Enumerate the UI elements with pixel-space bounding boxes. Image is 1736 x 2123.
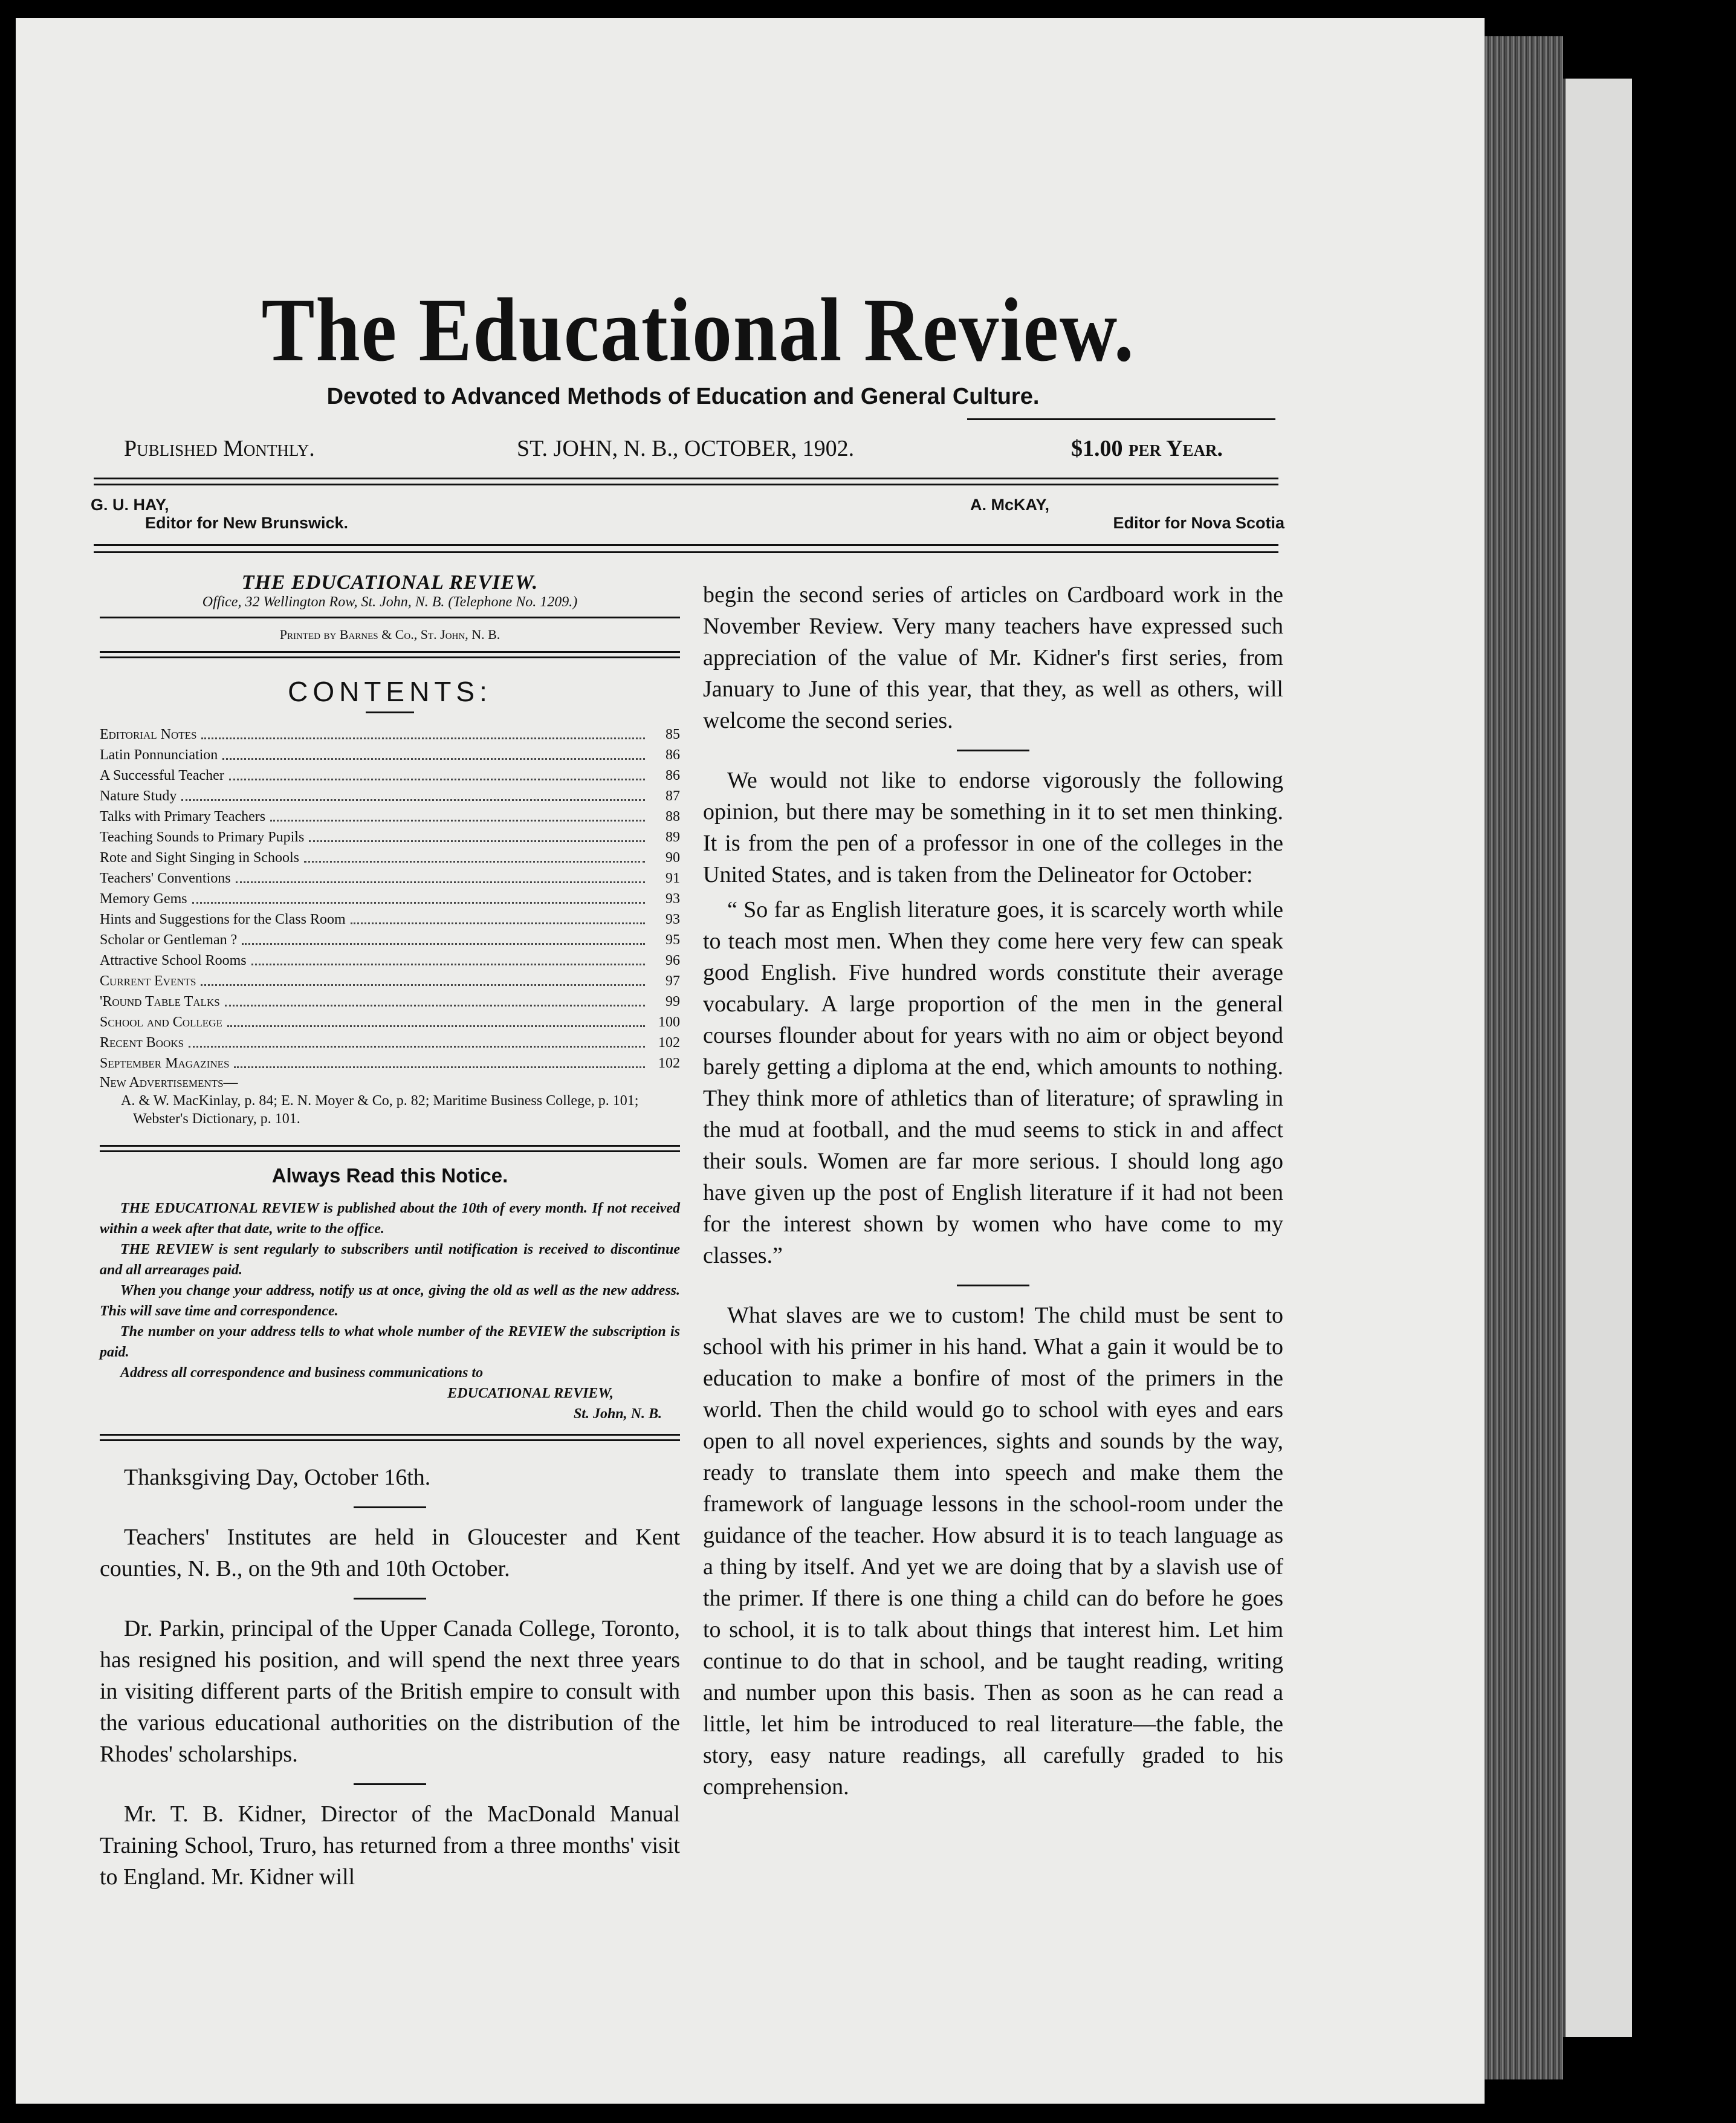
separator [957, 750, 1029, 751]
toc-item[interactable]: Rote and Sight Singing in Schools 90 [100, 848, 680, 868]
printed-by: Printed by Barnes & Co., St. John, N. B. [279, 627, 500, 642]
separator [354, 1598, 426, 1600]
editor-right-name: A. McKAY, [970, 496, 1050, 514]
toc-item[interactable]: Editorial Notes 85 [100, 724, 680, 745]
toc-item[interactable]: Teachers' Conventions 91 [100, 868, 680, 889]
notice-sig1: EDUCATIONAL REVIEW, [447, 1386, 614, 1401]
toc-item[interactable]: Nature Study 87 [100, 786, 680, 806]
office-address: Office, 32 Wellington Row, St. John, N. B. (Telephone No. 1209.) [202, 594, 578, 610]
new-ads-label: New Advertisements— [100, 1075, 238, 1091]
kidner-continued: begin the second series of articles on Cardboard work in the November Review. Very many teachers have expressed such appreciation of the value of Mr. Kidner's first series, from January to June of this year, that they, as well as others, will welcome the second series. [703, 582, 1283, 733]
page-stack-edge [1485, 36, 1563, 2079]
toc-item[interactable]: School and College 100 [100, 1012, 680, 1032]
separator [354, 1783, 426, 1785]
toc-item[interactable]: Attractive School Rooms 96 [100, 950, 680, 971]
rule-header-2 [94, 484, 1278, 485]
toc-item[interactable]: September Magazines 102 [100, 1053, 680, 1074]
rule-editors-2 [94, 551, 1278, 553]
toc-item[interactable]: Talks with Primary Teachers 88 [100, 806, 680, 827]
notice-p3: When you change your address, notify us at once, giving the old as well as the new address. This will save time and correspondence. [100, 1283, 680, 1319]
toc-item[interactable]: Hints and Suggestions for the Class Room 93 [100, 909, 680, 930]
notice-sig2: St. John, N. B. [573, 1406, 662, 1422]
new-ads-text: A. & W. MacKinlay, p. 84; E. N. Moyer & Co, p. 82; Maritime Business College, p. 101; Webster's Dictionary, p. 101. [121, 1093, 639, 1127]
office-box-title: THE EDUCATIONAL REVIEW. [241, 571, 539, 594]
place-date: ST. JOHN, N. B., OCTOBER, 1902. [517, 436, 855, 461]
toc-item[interactable]: Teaching Sounds to Primary Pupils 89 [100, 827, 680, 848]
separator [354, 1506, 426, 1508]
toc-item[interactable]: Current Events 97 [100, 971, 680, 991]
published-monthly: Published Monthly. [124, 436, 315, 461]
notice-p2: THE REVIEW is sent regularly to subscribers until notification is received to discontinue and all arrearages paid. [100, 1242, 680, 1278]
next-page-edge [1563, 79, 1632, 2037]
price: $1.00 per Year. [1071, 436, 1223, 461]
toc-item[interactable]: 'Round Table Talks 99 [100, 991, 680, 1012]
opinion-intro: We would not like to endorse vigorously the following opinion, but there may be something in it to set men thinking. It is from the pen of a professor in one of the colleges in the United States, and is taken from the Delineator for October: [703, 768, 1283, 887]
kidner-note: Mr. T. B. Kidner, Director of the MacDonald Manual Training School, Truro, has returned from a three months' visit to England. Mr. Kidner will [100, 1801, 680, 1890]
editor-right [970, 496, 1284, 532]
contents-rule [366, 711, 414, 713]
editor-right-role: Editor for Nova Scotia [1113, 514, 1284, 532]
thanksgiving-note: Thanksgiving Day, October 16th. [124, 1465, 431, 1490]
rule-printed-2 [100, 656, 680, 658]
editor-left-role: Editor for New Brunswick. [145, 514, 349, 532]
rule-editors-1 [94, 544, 1278, 546]
rule-office [100, 617, 680, 618]
toc-item[interactable]: Scholar or Gentleman ? 95 [100, 930, 680, 950]
notice-body [100, 1198, 680, 1424]
rule-notice-1 [100, 1145, 680, 1147]
toc-item[interactable]: Memory Gems 93 [100, 889, 680, 909]
professor-quote: “ So far as English literature goes, it is scarcely worth while to teach most men. When they come here very few can speak good English. Five hundred words constitute their average vocabulary. A large proportion of the men in the general courses flounder about for years with no aim or object beyond barely getting a diploma at the end, which amounts to nothing. They think more of athletics than of literature; of sprawling in the mud at football, and the mud seems to stick in and affect their souls. Women are far more serious. I should long ago have given up the post of English literature if it had not been for the interest shown by women who have come to my classes.” [703, 897, 1283, 1268]
toc-item[interactable]: Recent Books 102 [100, 1032, 680, 1053]
rule-subtitle [967, 418, 1275, 420]
notice-p5: Address all correspondence and business communications to [120, 1365, 484, 1381]
contents-list [100, 724, 680, 1128]
rule-articles-1 [100, 1434, 680, 1436]
toc-item[interactable]: A Successful Teacher 86 [100, 765, 680, 786]
parkin-note: Dr. Parkin, principal of the Upper Canada College, Toronto, has resigned his position, and will spend the next three years in visiting different parts of the British empire to consult with the various educational authorities on the distribution of the Rhodes' scholarships. [100, 1616, 680, 1767]
institutes-note: Teachers' Institutes are held in Gloucester and Kent counties, N. B., on the 9th and 10th October. [100, 1525, 680, 1581]
rule-articles-2 [100, 1439, 680, 1441]
editor-left-name: G. U. HAY, [91, 496, 169, 514]
rule-notice-2 [100, 1150, 680, 1152]
notice-p1: THE EDUCATIONAL REVIEW is published about the 10th of every month. If not received within a week after that date, write to the office. [100, 1201, 680, 1237]
masthead-subtitle: Devoted to Advanced Methods of Education and General Culture. [326, 384, 1040, 409]
right-column [703, 579, 1283, 1803]
rule-header-1 [94, 478, 1278, 479]
rule-printed-1 [100, 651, 680, 653]
custom-article: What slaves are we to custom! The child must be sent to school with his primer in his hand. What a gain it would be to education to make a bonfire of most of the primers in the world. Then the child would go to school with eyes and ears open to all novel experiences, sights and sounds by the way, ready to translate them into speech and make them the framework of language lessons in the school-room under the guidance of the teacher. How absurd it is to teach language as a thing by itself. And yet we are doing that by a slavish use of the primer. If there is one thing a child can do before he goes to school, it is to talk about things that interest him. Let him continue to do that in school, and be taught reading, writing and number upon this basis. Then as soon as he can read a little, let him be introduced to real literature—the fable, the story, easy nature readings, all carefully graded to his comprehension. [703, 1303, 1283, 1800]
left-column [100, 571, 680, 1893]
notice-p4: The number on your address tells to what whole number of the REVIEW the subscription is paid. [100, 1324, 680, 1360]
notice-heading: Always Read this Notice. [271, 1164, 508, 1187]
masthead-title: The Educational Review. [261, 280, 1135, 380]
contents-heading: CONTENTS: [288, 676, 492, 707]
toc-item[interactable]: Latin Ponnunciation 86 [100, 745, 680, 765]
separator [957, 1285, 1029, 1286]
editor-left [91, 496, 348, 532]
